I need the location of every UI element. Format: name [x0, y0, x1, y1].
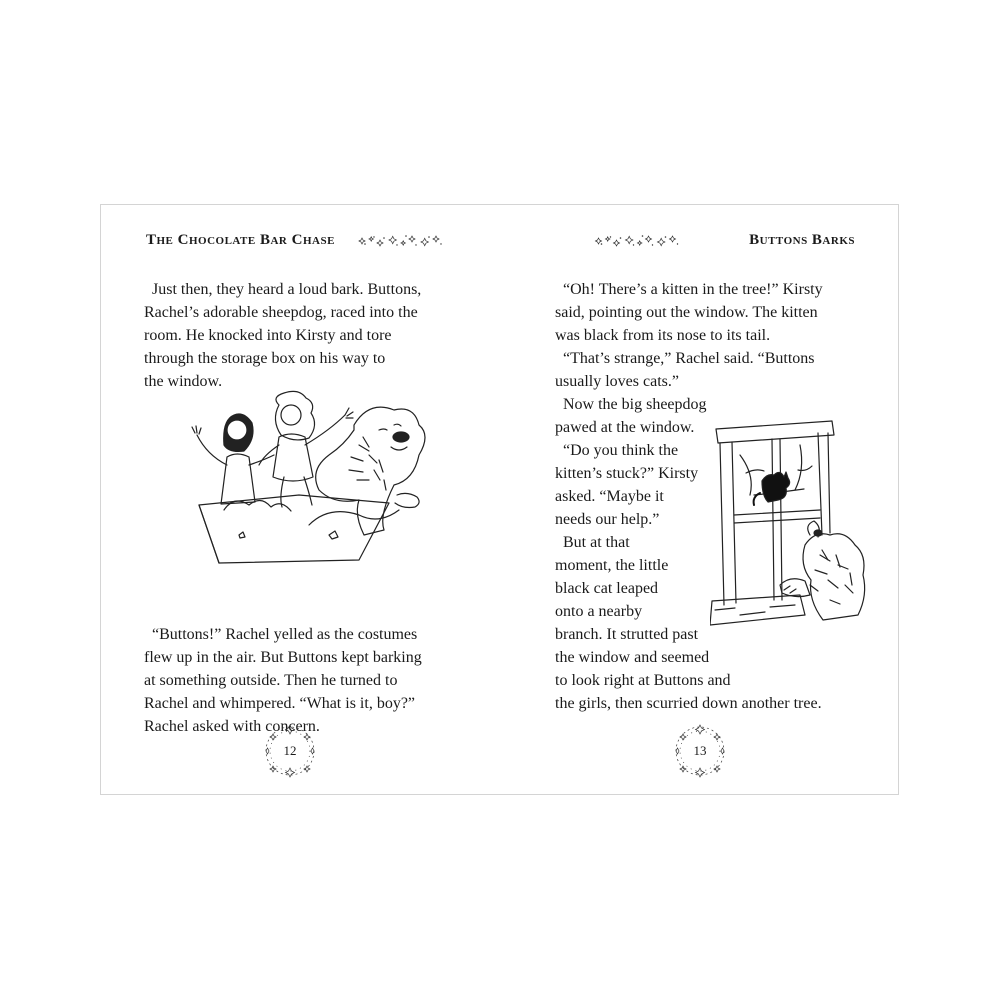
- page-number-text: 12: [283, 743, 297, 758]
- text-line: the girls, then scurried down another tree.: [555, 695, 822, 712]
- text-line: Rachel asked with concern.: [144, 718, 320, 735]
- left-paragraph-2: [144, 623, 422, 738]
- text-line: said, pointing out the window. The kitten: [555, 304, 818, 321]
- text-line: pawed at the window.: [555, 419, 695, 436]
- right-page: [500, 205, 899, 794]
- left-page: [101, 205, 500, 794]
- text-line: “That’s strange,” Rachel said. “Buttons: [555, 350, 815, 367]
- text-line: “Buttons!” Rachel yelled as the costumes: [144, 626, 418, 643]
- text-line: through the storage box on his way to: [144, 350, 386, 367]
- girls-and-sheepdog-illustration: [179, 385, 449, 565]
- text-line: needs our help.”: [555, 511, 660, 528]
- text-line: Rachel’s adorable sheepdog, raced into the: [144, 304, 418, 321]
- text-line: onto a nearby: [555, 603, 643, 620]
- book-spread: [100, 204, 899, 795]
- star-strip-icon: [355, 233, 445, 249]
- text-line: asked. “Maybe it: [555, 488, 664, 505]
- window-cat-dog-illustration: [710, 415, 875, 630]
- page-number-text: 13: [693, 743, 707, 758]
- text-line: the window.: [144, 373, 223, 390]
- text-line: at something outside. Then he turned to: [144, 672, 398, 689]
- text-line: branch. It strutted past: [555, 626, 699, 643]
- running-title-right: Buttons Barks: [749, 232, 855, 248]
- text-line: Rachel and whimpered. “What is it, boy?”: [144, 695, 416, 712]
- text-line: the window and seemed: [555, 649, 710, 666]
- text-line: room. He knocked into Kirsty and tore: [144, 327, 392, 344]
- running-title-left: The Chocolate Bar Chase: [146, 232, 335, 248]
- left-paragraph-1: [144, 278, 421, 393]
- text-line: “Do you think the: [555, 442, 679, 459]
- star-strip-icon: [554, 233, 719, 249]
- text-line: Just then, they heard a loud bark. Buttons,: [144, 281, 422, 298]
- text-line: “Oh! There’s a kitten in the tree!” Kirsty: [555, 281, 823, 298]
- page-number-right: [672, 723, 728, 779]
- text-line: But at that: [555, 534, 630, 551]
- text-line: usually loves cats.”: [555, 373, 679, 390]
- text-line: black cat leaped: [555, 580, 659, 597]
- page-number-left: [262, 723, 318, 779]
- text-line: was black from its nose to its tail.: [555, 327, 771, 344]
- text-line: moment, the little: [555, 557, 669, 574]
- text-line: flew up in the air. But Buttons kept barking: [144, 649, 422, 666]
- text-line: Now the big sheepdog: [555, 396, 707, 413]
- text-line: to look right at Buttons and: [555, 672, 731, 689]
- text-line: kitten’s stuck?” Kirsty: [555, 465, 699, 482]
